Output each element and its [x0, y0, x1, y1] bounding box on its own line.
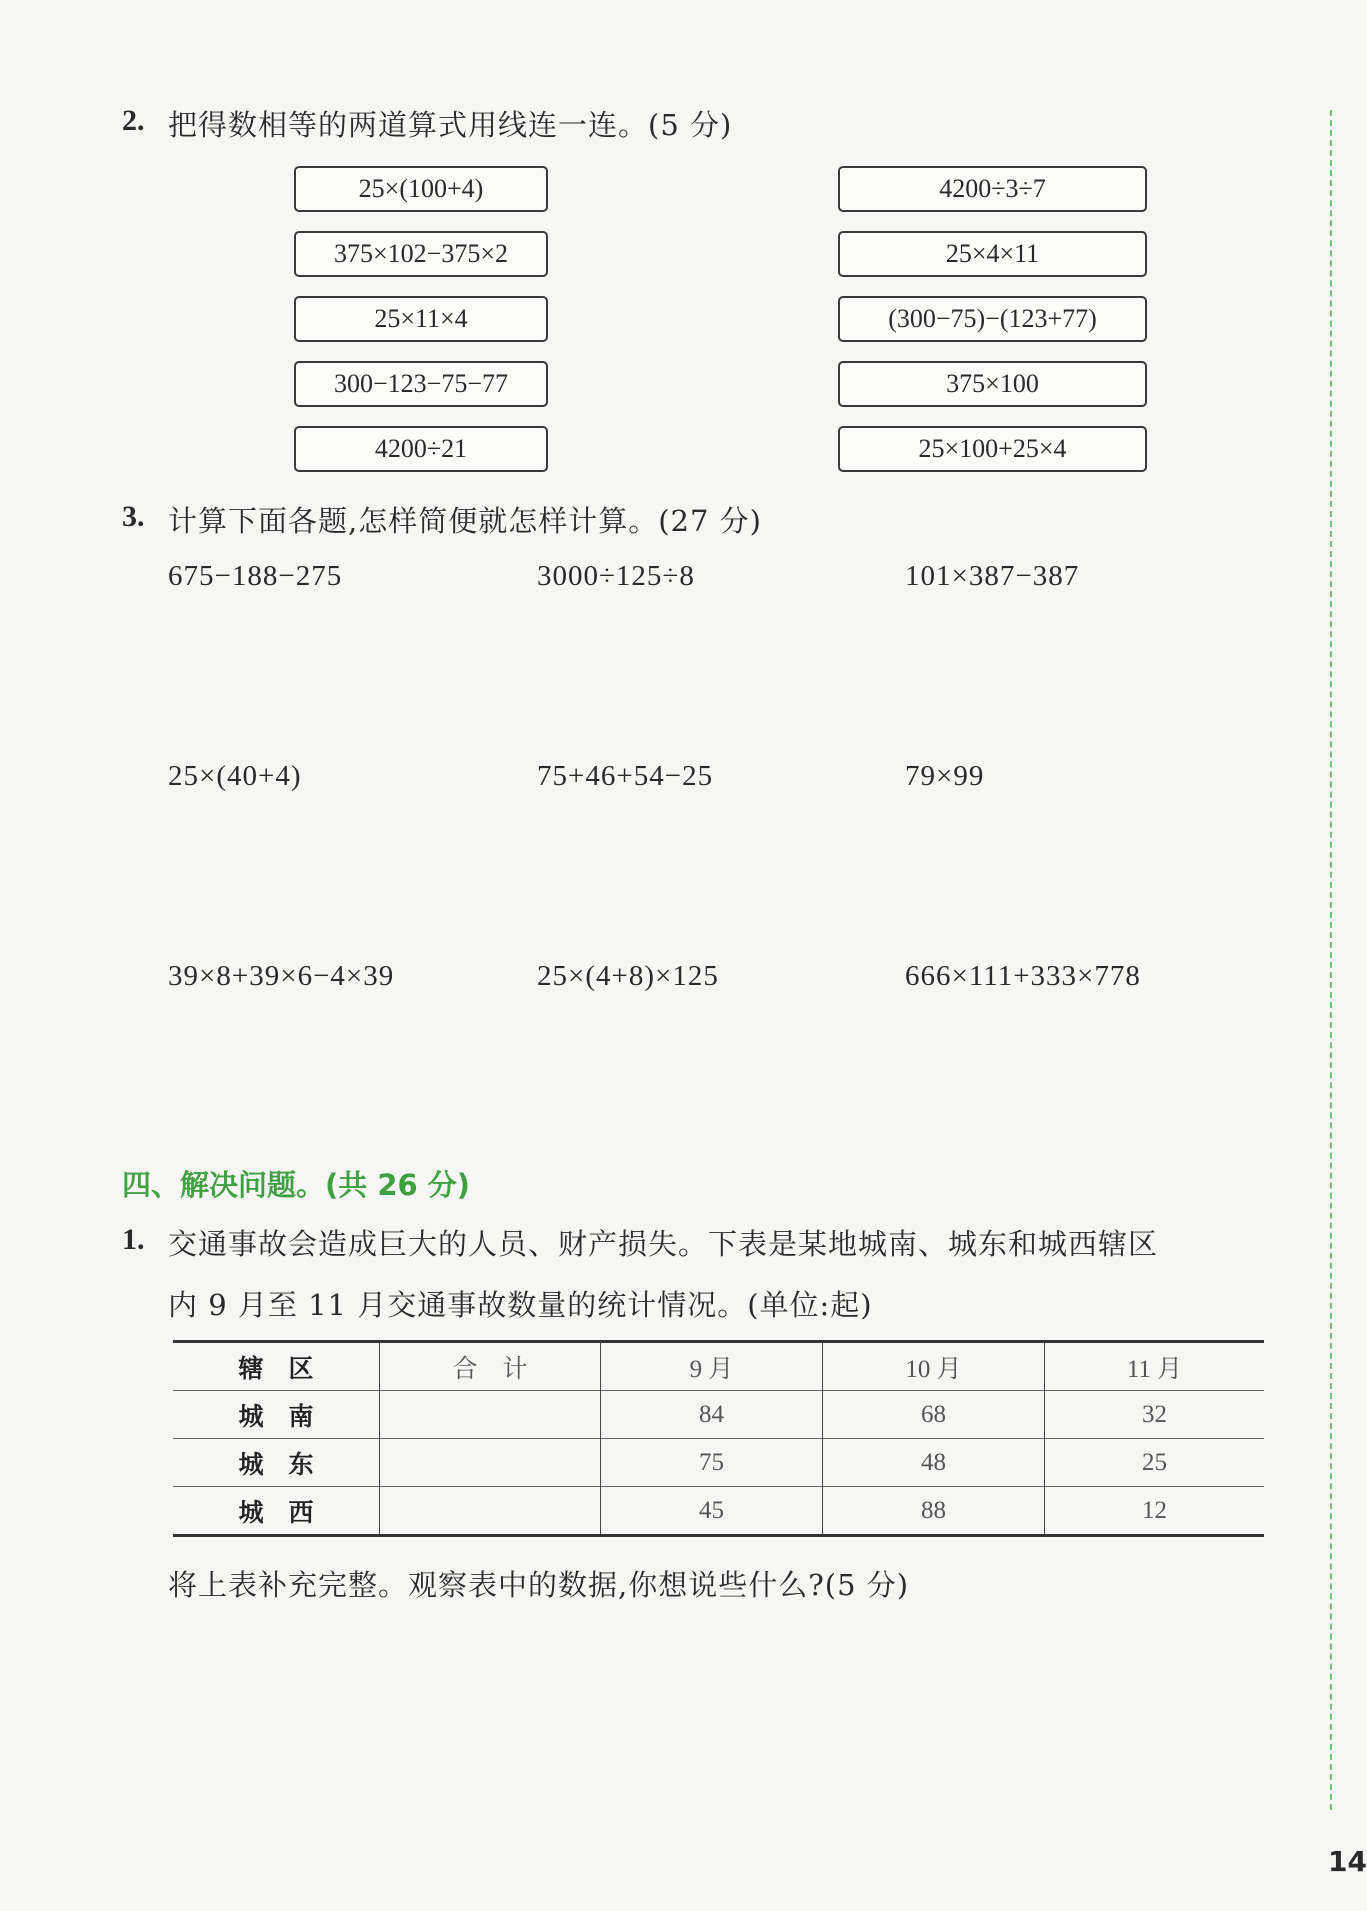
row-sep: 45: [601, 1487, 823, 1536]
q2-instruction: 把得数相等的两道算式用线连一连。(5 分): [168, 108, 733, 142]
header-district: 辖 区: [238, 1353, 314, 1383]
q2-right-expr-2[interactable]: 25×4×11: [838, 231, 1147, 277]
q2-left-expr-4[interactable]: 300−123−75−77: [294, 361, 548, 407]
header-total: 合 计: [380, 1342, 601, 1391]
table-row: [173, 1487, 1264, 1536]
page-number: 14: [1328, 1845, 1367, 1878]
row-oct: 68: [823, 1391, 1045, 1439]
q3-expr-1-2: 3000÷125÷8: [537, 560, 695, 592]
row-district: 城 南: [238, 1401, 314, 1431]
row-oct: 88: [823, 1487, 1045, 1536]
row-district: 城 西: [238, 1497, 314, 1527]
header-sep: 9 月: [601, 1342, 823, 1391]
q4-1-number: 1.: [122, 1223, 145, 1256]
q2-right-expr-5[interactable]: 25×100+25×4: [838, 426, 1147, 472]
section4-title: 四、解决问题。(共 26 分): [122, 1168, 471, 1202]
q2-left-expr-2[interactable]: 375×102−375×2: [294, 231, 548, 277]
row-nov: 12: [1045, 1487, 1265, 1536]
row-sep: 84: [601, 1391, 823, 1439]
row-nov: 25: [1045, 1439, 1265, 1487]
accident-stats-table: [173, 1340, 1264, 1537]
table-header-row: [173, 1342, 1264, 1391]
q4-1-text-line2: 内 9 月至 11 月交通事故数量的统计情况。(单位:起): [168, 1288, 873, 1322]
q2-number: 2.: [122, 104, 145, 137]
binding-margin-line: [1330, 110, 1332, 1810]
table-row: [173, 1439, 1264, 1487]
q2-right-expr-1[interactable]: 4200÷3÷7: [838, 166, 1147, 212]
q3-expr-3-1: 39×8+39×6−4×39: [168, 960, 395, 992]
q3-expr-1-1: 675−188−275: [168, 560, 343, 592]
q3-expr-3-3: 666×111+333×778: [905, 960, 1141, 992]
q4-1-followup: 将上表补充完整。观察表中的数据,你想说些什么?(5 分): [168, 1568, 910, 1602]
q3-instruction: 计算下面各题,怎样简便就怎样计算。(27 分): [168, 504, 762, 538]
header-nov: 11 月: [1045, 1342, 1265, 1391]
row-total-input[interactable]: [380, 1487, 601, 1536]
q3-expr-2-2: 75+46+54−25: [537, 760, 714, 792]
q3-expr-2-1: 25×(40+4): [168, 760, 302, 792]
row-oct: 48: [823, 1439, 1045, 1487]
q2-left-expr-1[interactable]: 25×(100+4): [294, 166, 548, 212]
q2-left-expr-3[interactable]: 25×11×4: [294, 296, 548, 342]
table-row: [173, 1391, 1264, 1439]
row-total-input[interactable]: [380, 1439, 601, 1487]
q2-right-expr-4[interactable]: 375×100: [838, 361, 1147, 407]
row-nov: 32: [1045, 1391, 1265, 1439]
row-sep: 75: [601, 1439, 823, 1487]
header-oct: 10 月: [823, 1342, 1045, 1391]
q3-number: 3.: [122, 500, 145, 533]
q3-expr-1-3: 101×387−387: [905, 560, 1080, 592]
q2-left-expr-5[interactable]: 4200÷21: [294, 426, 548, 472]
row-total-input[interactable]: [380, 1391, 601, 1439]
q4-1-text-line1: 交通事故会造成巨大的人员、财产损失。下表是某地城南、城东和城西辖区: [168, 1227, 1159, 1261]
q3-expr-2-3: 79×99: [905, 760, 985, 792]
q3-expr-3-2: 25×(4+8)×125: [537, 960, 719, 992]
q2-right-expr-3[interactable]: (300−75)−(123+77): [838, 296, 1147, 342]
row-district: 城 东: [238, 1449, 314, 1479]
